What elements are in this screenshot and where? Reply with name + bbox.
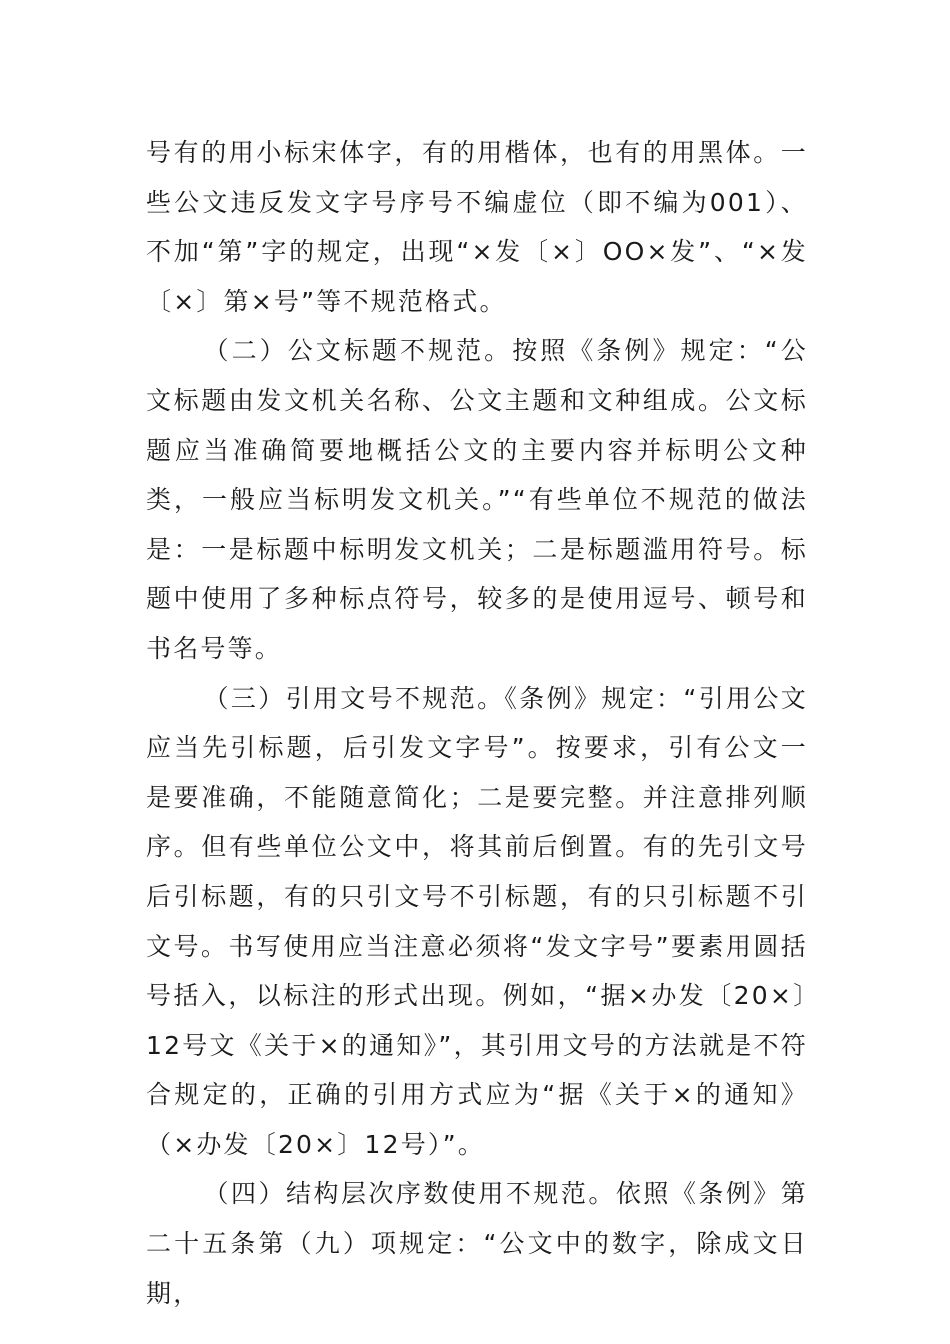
paragraph-hierarchy-irregular: （四）结构层次序数使用不规范。依照《条例》第二十五条第（九）项规定：“公文中的数字，除成文日期，	[146, 1179, 808, 1308]
paragraph-title-irregular: （二）公文标题不规范。按照《条例》规定：“公文标题由发文机关名称、公文主题和文种组成。公文标题应当准确简要地概括公文的主要内容并标明公文种类，一般应当标明发文机关。”“有些单位不规范的做法是：一是标题中标明发文机关；二是标题滥用符号。标题中使用了多种标点符号，较多的是使用逗号、顿号和书名号等。	[146, 336, 808, 663]
paragraph-continued: 号有的用小标宋体字，有的用楷体，也有的用黑体。一些公文违反发文字号序号不编虚位（即不编为001）、不加“第”字的规定，出现“×发〔×〕OO×发”、“×发〔×〕第×号”等不规范格式。	[146, 138, 808, 316]
paragraph-citation-irregular: （三）引用文号不规范。《条例》规定：“引用公文应当先引标题，后引发文字号”。按要求，引有公文一是要准确，不能随意简化；二是要完整。并注意排列顺序。但有些单位公文中，将其前后倒置。有的先引文号后引标题，有的只引文号不引标题，有的只引标题不引文号。书写使用应当注意必须将“发文字号”要素用圆括号括入，以标注的形式出现。例如，“据×办发〔20×〕12号文《关于×的通知》”，其引用文号的方法就是不符合规定的，正确的引用方式应为“据《关于×的通知》（×办发〔20×〕12号）”。	[146, 683, 808, 1159]
document-body	[146, 128, 808, 1318]
